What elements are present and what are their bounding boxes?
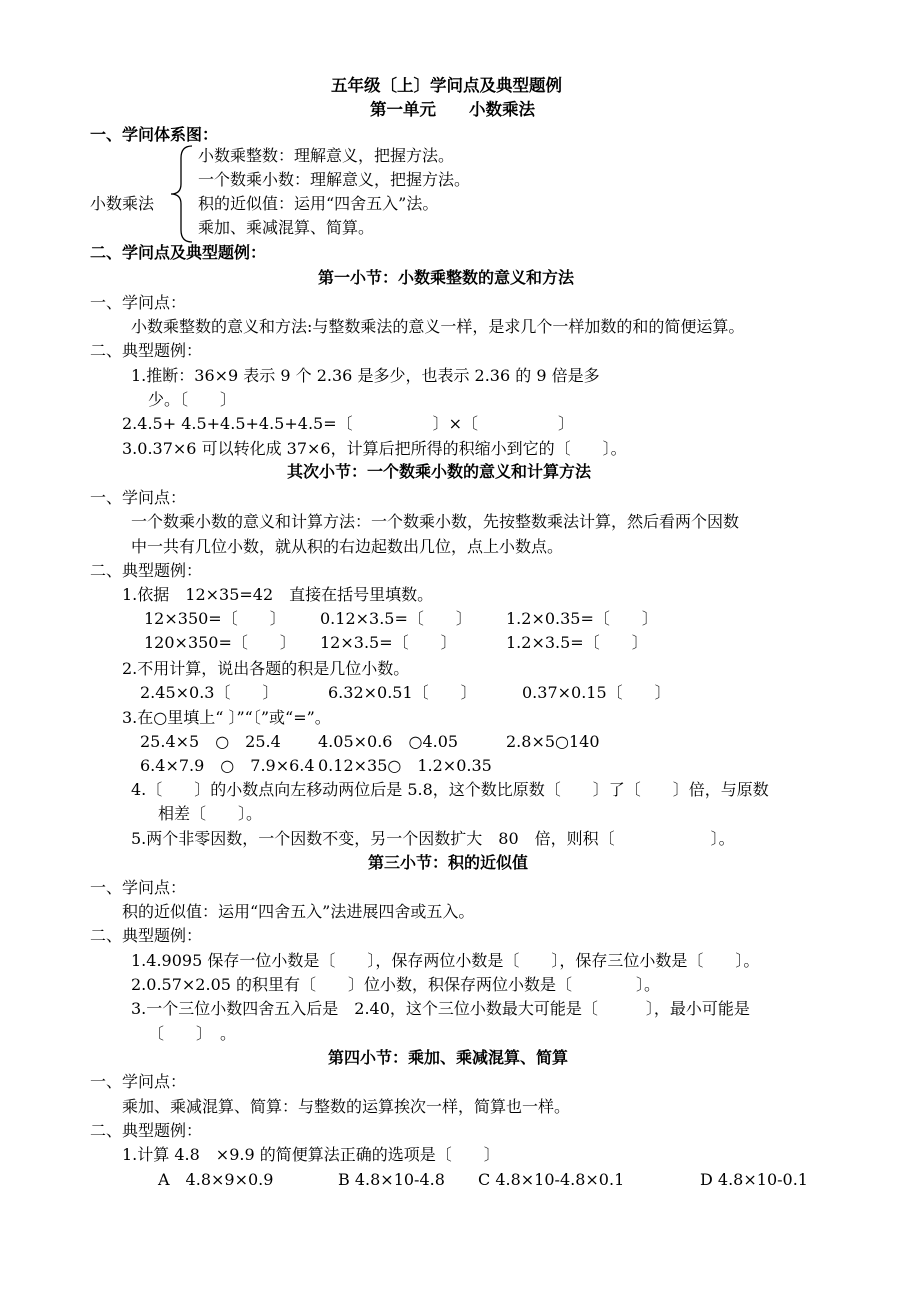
s3-q3-cont: 〔 〕 。 <box>148 1024 237 1043</box>
s1-q3: 3.0.37×6 可以转化成 37×6，计算后把所得的积缩小到它的〔 〕。 <box>122 439 627 458</box>
tree-item: 一个数乘小数：理解意义，把握方法。 <box>198 170 471 189</box>
s4-option-d: D 4.8×10-0.1 <box>700 1170 808 1189</box>
s4-option-a: A 4.8×9×0.9 <box>158 1170 274 1189</box>
s2-q1-item: 1.2×3.5=〔 〕 <box>506 633 648 652</box>
s3-q2: 2.0.57×2.05 的积里有〔 〕位小数，积保存两位小数是〔 〕。 <box>131 975 661 994</box>
s2-q1-item: 1.2×0.35=〔 〕 <box>506 609 658 628</box>
s2-q3-item: 0.12×35○ 1.2×0.35 <box>318 756 492 775</box>
s3-ex-label: 二、典型题例： <box>90 926 203 945</box>
s3-q1: 1.4.9095 保存一位小数是〔 〕，保存两位小数是〔 〕，保存三位小数是〔 〕。 <box>131 951 760 970</box>
s4-option-c: C 4.8×10-4.8×0.1 <box>478 1170 625 1189</box>
s2-q2-item: 6.32×0.51〔 〕 <box>328 683 477 702</box>
s2-q2-item: 0.37×0.15〔 〕 <box>522 683 671 702</box>
s1-kp-label: 一、学问点： <box>90 293 187 312</box>
s2-q3-item: 2.8×5○140 <box>506 732 600 751</box>
s2-q3-item: 4.05×0.6 ○4.05 <box>318 732 459 751</box>
s1-title: 第一小节：小数乘整数的意义和方法 <box>318 268 575 287</box>
s2-q1-item: 12×3.5=〔 〕 <box>320 633 457 652</box>
page-title: 五年级〔上〕学问点及典型题例 <box>331 76 562 95</box>
unit-heading: 第一单元 小数乘法 <box>370 100 535 119</box>
s2-kp-label: 一、学问点： <box>90 488 187 507</box>
s4-kp-label: 一、学问点： <box>90 1072 187 1091</box>
s2-q4-cont: 相差〔 〕。 <box>158 804 263 823</box>
s4-ex-label: 二、典型题例： <box>90 1121 203 1140</box>
s2-q3: 3.在○里填上“ 〕”“〔”或“=”。 <box>122 708 331 727</box>
s2-q1: 1.依据 12×35=42 直接在括号里填数。 <box>122 585 434 604</box>
s2-q3-item: 25.4×5 ○ 25.4 <box>140 732 281 751</box>
section2-heading: 二、学问点及典型题例： <box>90 243 267 262</box>
s2-q5: 5.两个非零因数，一个因数不变，另一个因数扩大 80 倍，则积〔 〕。 <box>131 829 735 848</box>
s1-q2: 2.4.5+ 4.5+4.5+4.5+4.5=〔 〕×〔 〕 <box>122 414 575 433</box>
s2-ex-label: 二、典型题例： <box>90 561 203 580</box>
s2-q1-item: 0.12×3.5=〔 〕 <box>320 609 472 628</box>
s3-kp-text: 积的近似值：运用“四舍五入”法进展四舍或五入。 <box>122 902 475 921</box>
tree-brace <box>168 144 194 244</box>
s1-kp-text: 小数乘整数的意义和方法:与整数乘法的意义一样，是求几个一样加数的和的简便运算。 <box>131 317 745 336</box>
s2-kp-text: 中一共有几位小数，就从积的右边起数出几位，点上小数点。 <box>131 537 564 556</box>
s2-q1-item: 120×350=〔 〕 <box>144 633 296 652</box>
s2-title: 其次小节：一个数乘小数的意义和计算方法 <box>287 462 592 481</box>
s1-ex-label: 二、典型题例： <box>90 341 203 360</box>
s1-q1-cont: 少。〔 〕 <box>148 390 237 409</box>
s2-q2-item: 2.45×0.3〔 〕 <box>140 683 279 702</box>
s2-q2: 2.不用计算，说出各题的积是几位小数。 <box>122 659 410 678</box>
s2-q3-item: 6.4×7.9 ○ 7.9×6.4 <box>140 756 315 775</box>
s4-title: 第四小节：乘加、乘减混算、简算 <box>328 1048 569 1067</box>
s2-q1-item: 12×350=〔 〕 <box>144 609 286 628</box>
s4-option-b: B 4.8×10-4.8 <box>338 1170 445 1189</box>
section1-heading: 一、学问体系图： <box>90 125 219 144</box>
tree-item: 积的近似值：运用“四舍五入”法。 <box>198 194 439 213</box>
tree-root: 小数乘法 <box>90 194 155 213</box>
s1-q1: 1.推断：36×9 表示 9 个 2.36 是多少，也表示 2.36 的 9 倍是多 <box>131 366 600 385</box>
s4-kp-text: 乘加、乘减混算、简算：与整数的运算挨次一样，简算也一样。 <box>122 1097 571 1116</box>
s2-kp-text: 一个数乘小数的意义和计算方法：一个数乘小数，先按整数乘法计算，然后看两个因数 <box>131 512 740 531</box>
s4-q1: 1.计算 4.8 ×9.9 的简便算法正确的选项是〔 〕 <box>122 1145 500 1164</box>
tree-item: 乘加、乘减混算、简算。 <box>198 218 375 237</box>
s3-q3: 3.一个三位小数四舍五入后是 2.40，这个三位小数最大可能是〔 〕，最小可能是 <box>131 999 750 1018</box>
s3-title: 第三小节：积的近似值 <box>368 853 529 872</box>
s2-q4: 4.〔 〕的小数点向左移动两位后是 5.8，这个数比原数〔 〕了〔 〕倍，与原数 <box>131 780 769 799</box>
s3-kp-label: 一、学问点： <box>90 878 187 897</box>
tree-item: 小数乘整数：理解意义，把握方法。 <box>198 146 455 165</box>
